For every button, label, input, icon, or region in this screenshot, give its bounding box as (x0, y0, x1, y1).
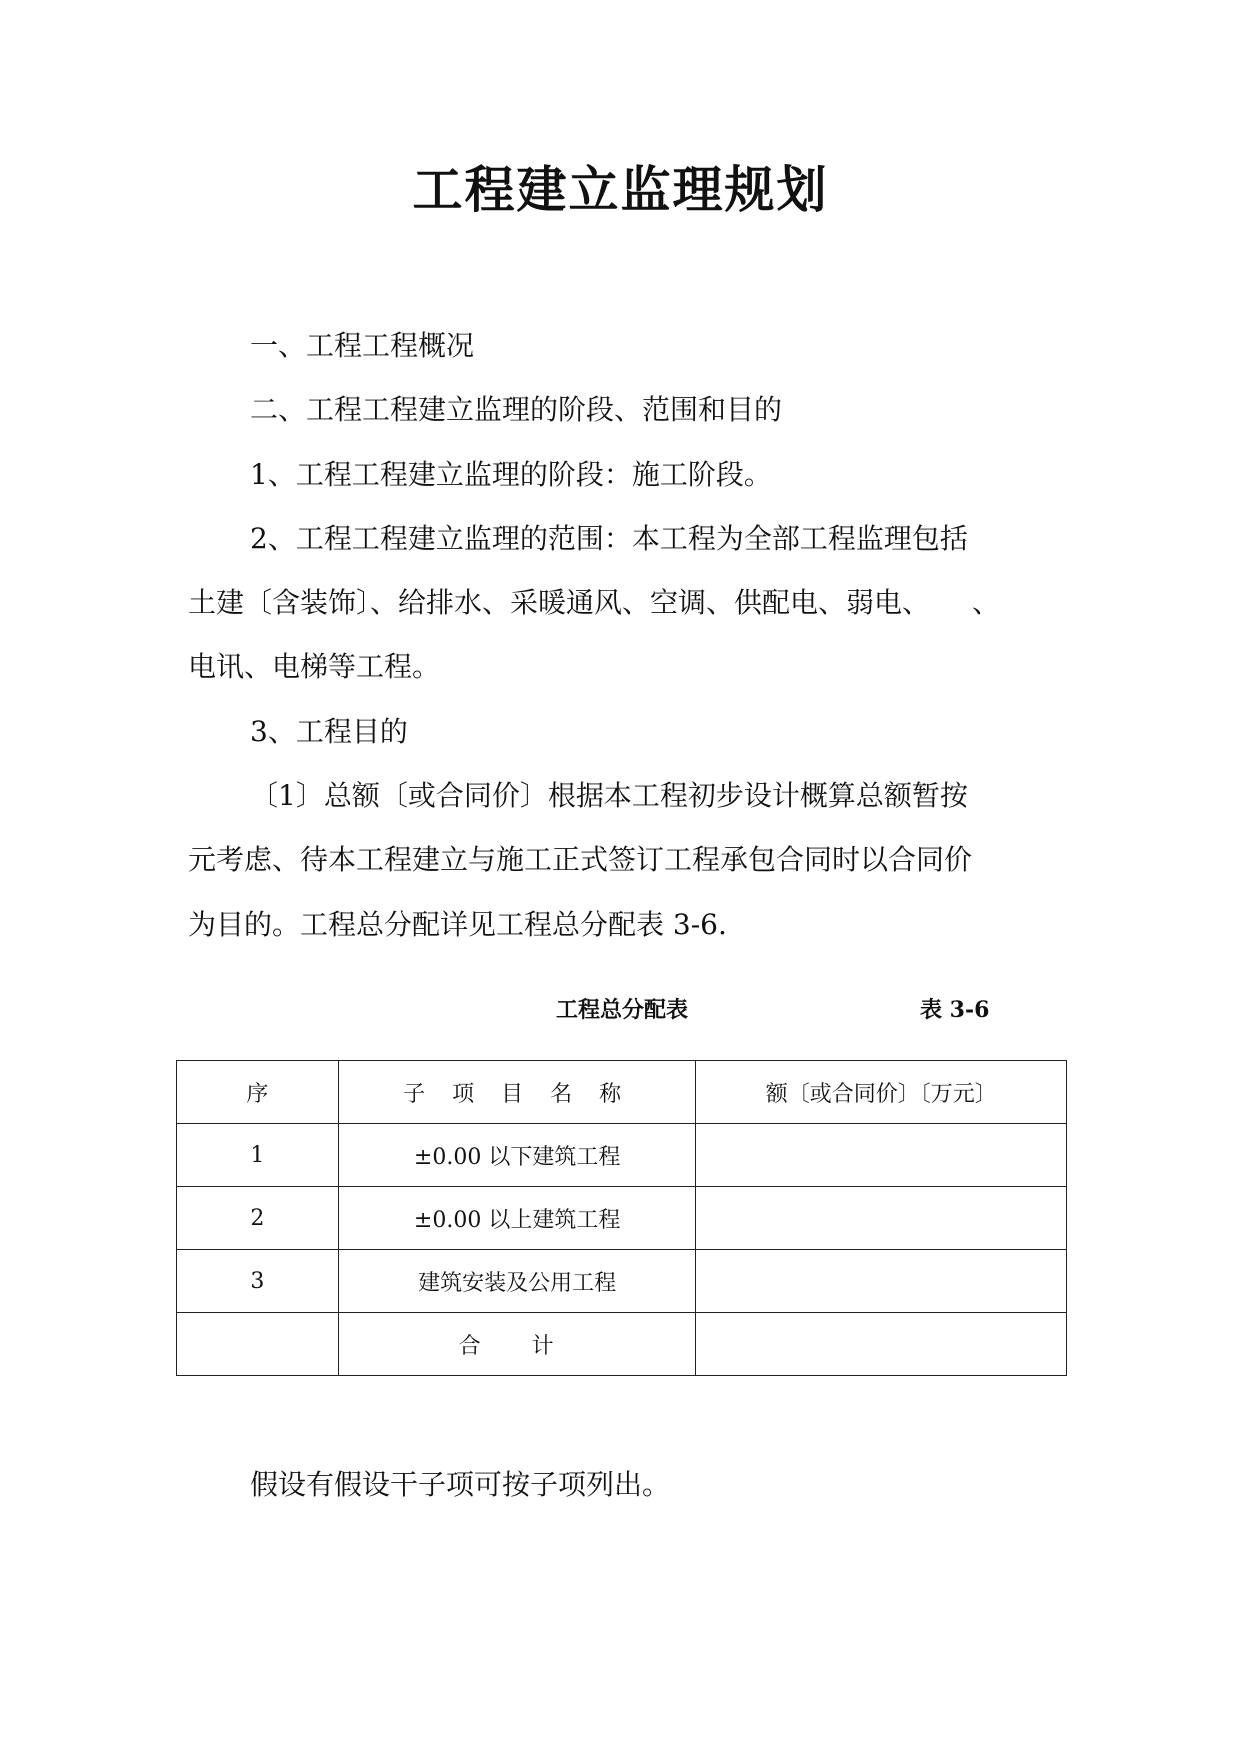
table-row (177, 1187, 1067, 1250)
header-index: 序 (177, 1061, 339, 1124)
paragraph-scope-line-1: 2、工程工程建立监理的范围：本工程为全部工程监理包括 (250, 522, 968, 555)
cell-amount (696, 1124, 1067, 1187)
table-row (177, 1250, 1067, 1313)
paragraph-budget-line-3: 为目的。工程总分配详见工程总分配表 3-6. (188, 908, 727, 941)
paragraph-scope-line-3: 电讯、电梯等工程。 (188, 650, 441, 683)
cell-item-name: 建筑安装及公用工程 (338, 1250, 696, 1313)
document-title: 工程建立监理规划 (412, 160, 829, 219)
cell-index: 3 (177, 1250, 339, 1313)
table-caption: 工程总分配表 (556, 997, 689, 1023)
table-header-row (177, 1061, 1067, 1124)
header-amount: 额〔或合同价〕〔万元〕 (696, 1061, 1067, 1124)
footer-note: 假设有假设干子项可按子项列出。 (250, 1468, 671, 1501)
section-heading-stage-scope: 二、工程工程建立监理的阶段、范围和目的 (250, 393, 783, 426)
paragraph-scope-line-2: 土建〔含装饰〕、给排水、采暖通风、空调、供配电、弱电、 、 (188, 586, 1001, 619)
cell-index (177, 1313, 339, 1376)
table-total-row (177, 1313, 1067, 1376)
cell-amount (696, 1187, 1067, 1250)
cell-item-name: ±0.00 以下建筑工程 (338, 1124, 696, 1187)
cell-total-label: 合 计 (338, 1313, 696, 1376)
allocation-table (176, 1060, 1067, 1376)
paragraph-stage: 1、工程工程建立监理的阶段：施工阶段。 (250, 458, 772, 491)
cell-item-name: ±0.00 以上建筑工程 (338, 1187, 696, 1250)
section-heading-goal: 3、工程目的 (250, 715, 408, 748)
table-row (177, 1124, 1067, 1187)
cell-amount (696, 1250, 1067, 1313)
paragraph-budget-line-2: 元考虑、待本工程建立与施工正式签订工程承包合同时以合同价 (188, 843, 973, 876)
paragraph-budget-line-1: 〔1〕总额〔或合同价〕根据本工程初步设计概算总额暂按 (250, 779, 968, 812)
table-number: 表 3-6 (920, 997, 990, 1023)
cell-amount (696, 1313, 1067, 1376)
cell-index: 2 (177, 1187, 339, 1250)
section-heading-overview: 一、工程工程概况 (250, 329, 475, 362)
header-item-name: 子 项 目 名 称 (338, 1061, 696, 1124)
cell-index: 1 (177, 1124, 339, 1187)
